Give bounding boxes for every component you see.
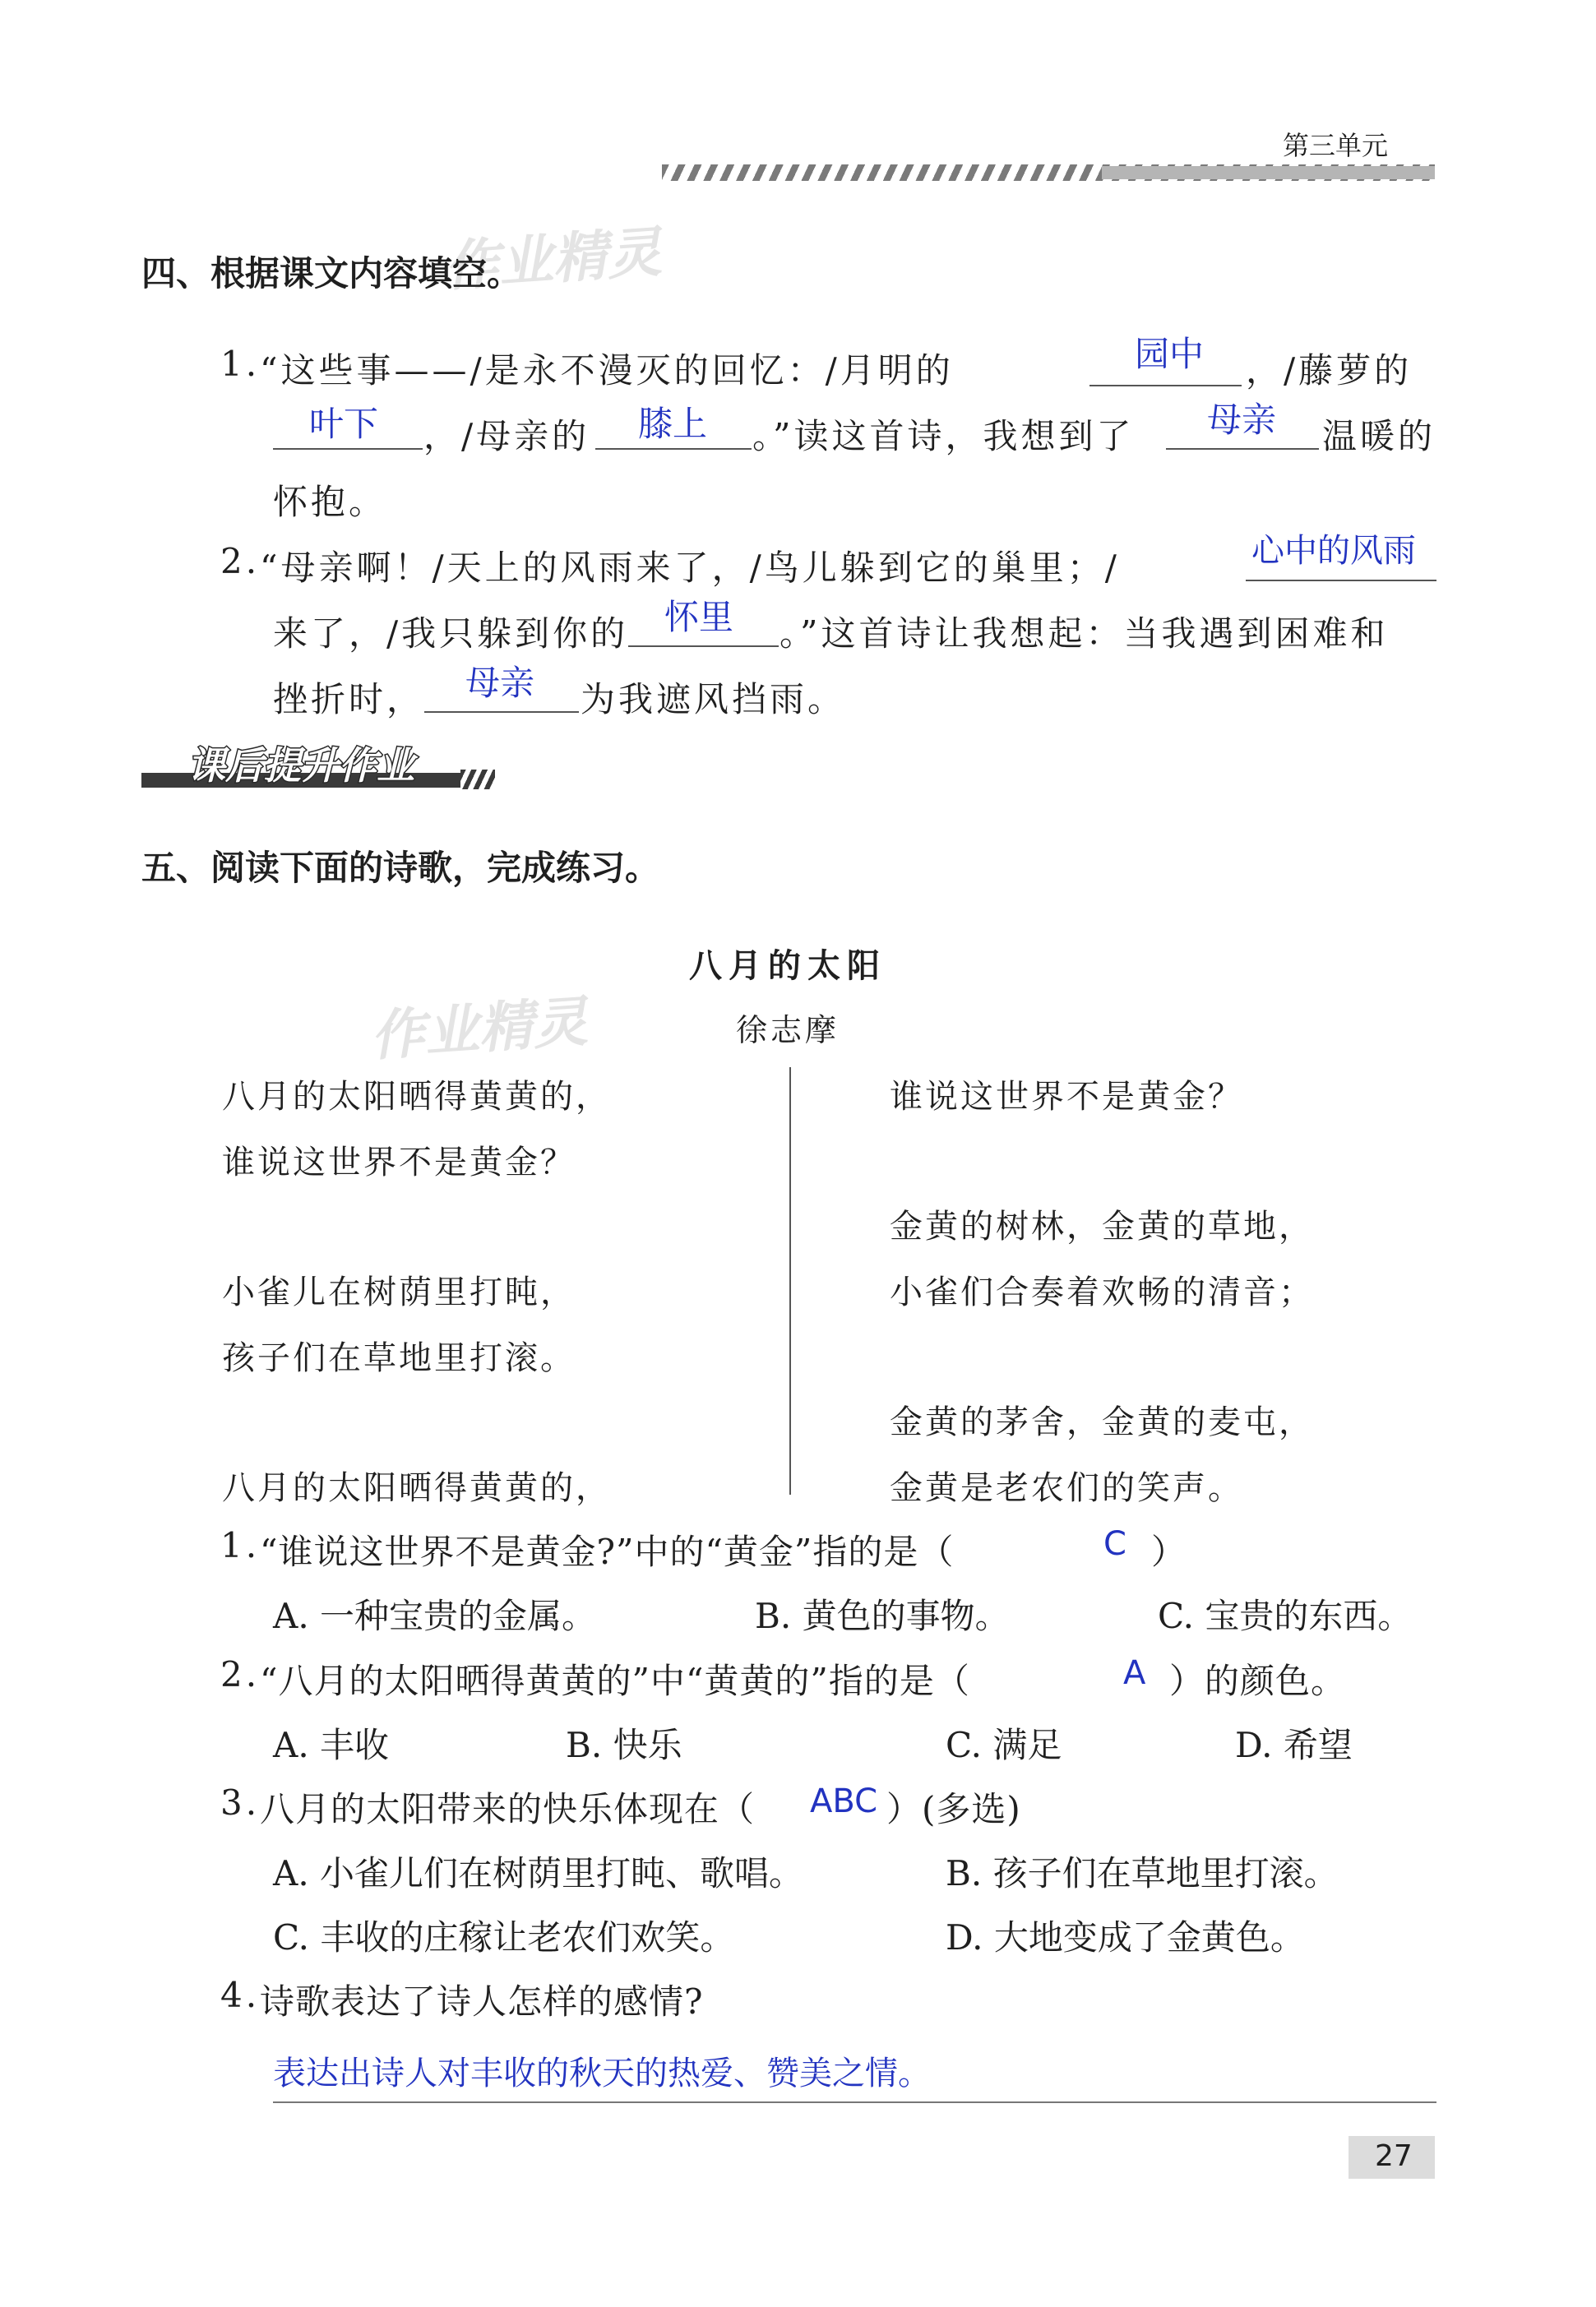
q2-blank-1 <box>1246 580 1436 581</box>
rq1-answer: C <box>1103 1525 1126 1563</box>
poem-right-line: 金黄的茅舍，金黄的麦屯， <box>890 1403 1314 1441</box>
poem-right-line: 小雀们合奏着欢畅的清音； <box>890 1274 1314 1311</box>
rq1-option-b: B. 黄色的事物。 <box>755 1596 1010 1636</box>
q1-answer-4: 母亲 <box>1207 400 1277 440</box>
q1-text-part6: 怀抱。 <box>273 482 387 522</box>
q1-blank-4 <box>1166 448 1319 450</box>
poem-left-line: 孩子们在草地里打滚。 <box>222 1339 576 1377</box>
rq2-option-a: A. 丰收 <box>273 1725 390 1765</box>
section5-title: 五、阅读下面的诗歌，完成练习。 <box>141 848 660 888</box>
q1-text-part2: ，/藤萝的 <box>1246 350 1413 391</box>
q2-text-part4: 挫折时， <box>273 679 425 719</box>
rq3-option-c: C. 丰收的庄稼让老农们欢笑。 <box>273 1917 735 1958</box>
q2-answer-1: 心中的风雨 <box>1251 532 1416 570</box>
rq2-option-d: D. 希望 <box>1235 1725 1353 1765</box>
rq4-answer-line <box>273 2101 1436 2103</box>
rq1-option-a: A. 一种宝贵的金属。 <box>273 1596 597 1636</box>
rq1-stem-end: ） <box>1151 1532 1190 1572</box>
rq3-answer: ABC <box>810 1782 878 1820</box>
q2-blank-3 <box>424 711 579 713</box>
poem-left-line: 八月的太阳晒得黄黄的， <box>222 1469 611 1507</box>
watermark-top: 作业精灵 <box>442 220 664 299</box>
rq4-answer: 表达出诗人对丰收的秋天的热爱、赞美之情。 <box>273 2055 931 2092</box>
q2-number: 2. <box>220 541 261 581</box>
q1-blank-1 <box>1089 385 1242 386</box>
q1-answer-2: 叶下 <box>309 404 379 444</box>
q1-answer-1: 园中 <box>1135 334 1205 374</box>
q1-number: 1. <box>220 344 261 384</box>
rq1-number: 1. <box>220 1525 261 1565</box>
rq3-stem-end: ）(多选) <box>886 1789 1021 1829</box>
page-number: 27 <box>1375 2139 1413 2173</box>
q1-blank-2 <box>273 448 423 450</box>
rq2-stem: “八月的太阳晒得黄黄的”中“黄黄的”指的是（ <box>260 1661 970 1701</box>
rq3-option-d: D. 大地变成了金黄色。 <box>946 1917 1305 1958</box>
watermark-middle: 作业精灵 <box>368 989 590 1069</box>
poem-left-line: 八月的太阳晒得黄黄的， <box>222 1078 611 1116</box>
q2-text-part1: “母亲啊！/天上的风雨来了，/鸟儿躲到它的巢里；/ <box>260 548 1120 588</box>
rq3-stem: 八月的太阳带来的快乐体现在（ <box>260 1789 756 1829</box>
poem-left-line: 小雀儿在树荫里打盹， <box>222 1274 576 1311</box>
poem-title: 八月的太阳 <box>689 946 886 985</box>
poem-author: 徐志摩 <box>736 1012 840 1048</box>
poem-left-line: 谁说这世界不是黄金？ <box>222 1144 576 1181</box>
banner-stripe <box>460 770 495 789</box>
q1-text-part4: 。”读这首诗，我想到了 <box>752 416 1135 456</box>
poem-divider <box>789 1067 791 1495</box>
q2-blank-2 <box>628 645 779 647</box>
rq2-answer: A <box>1123 1654 1146 1692</box>
q1-blank-3 <box>595 448 752 450</box>
unit-label: 第三单元 <box>1283 130 1389 161</box>
rq3-option-b: B. 孩子们在草地里打滚。 <box>946 1853 1339 1893</box>
q2-answer-3: 母亲 <box>465 663 535 703</box>
rq2-stem-end: ）的颜色。 <box>1169 1661 1347 1701</box>
rq3-option-a: A. 小雀儿们在树荫里打盹、歌唱。 <box>273 1853 804 1893</box>
header-stripe-solid <box>1102 166 1435 179</box>
poem-right-line: 谁说这世界不是黄金？ <box>890 1078 1243 1116</box>
q2-answer-2: 怀里 <box>664 597 734 637</box>
rq4-stem: 诗歌表达了诗人怎样的感情? <box>260 1981 704 2022</box>
rq2-option-b: B. 快乐 <box>566 1725 682 1765</box>
rq1-option-c: C. 宝贵的东西。 <box>1158 1596 1413 1636</box>
rq2-option-c: C. 满足 <box>946 1725 1062 1765</box>
q1-text-part3: ，/母亲的 <box>423 416 590 456</box>
rq2-number: 2. <box>220 1654 261 1694</box>
q1-text-part5: 温暖的 <box>1322 416 1436 456</box>
q1-text-part1: “这些事——/是永不漫灭的回忆：/月明的 <box>260 350 954 391</box>
rq3-number: 3. <box>220 1782 261 1823</box>
q2-text-part3: 。”这首诗让我想起：当我遇到困难和 <box>779 613 1389 654</box>
rq4-number: 4. <box>220 1975 261 2015</box>
q2-text-part2: 来了，/我只躲到你的 <box>273 613 629 654</box>
section4-title: 四、根据课文内容填空。 <box>141 253 522 294</box>
q2-text-part5: 为我遮风挡雨。 <box>581 679 846 719</box>
rq1-stem: “谁说这世界不是黄金?”中的“黄金”指的是（ <box>260 1532 955 1572</box>
poem-right-line: 金黄是老农们的笑声。 <box>890 1469 1243 1507</box>
poem-right-line: 金黄的树林，金黄的草地， <box>890 1208 1314 1246</box>
banner-label: 课后提升作业 <box>187 743 414 788</box>
q1-answer-3: 膝上 <box>638 404 708 444</box>
